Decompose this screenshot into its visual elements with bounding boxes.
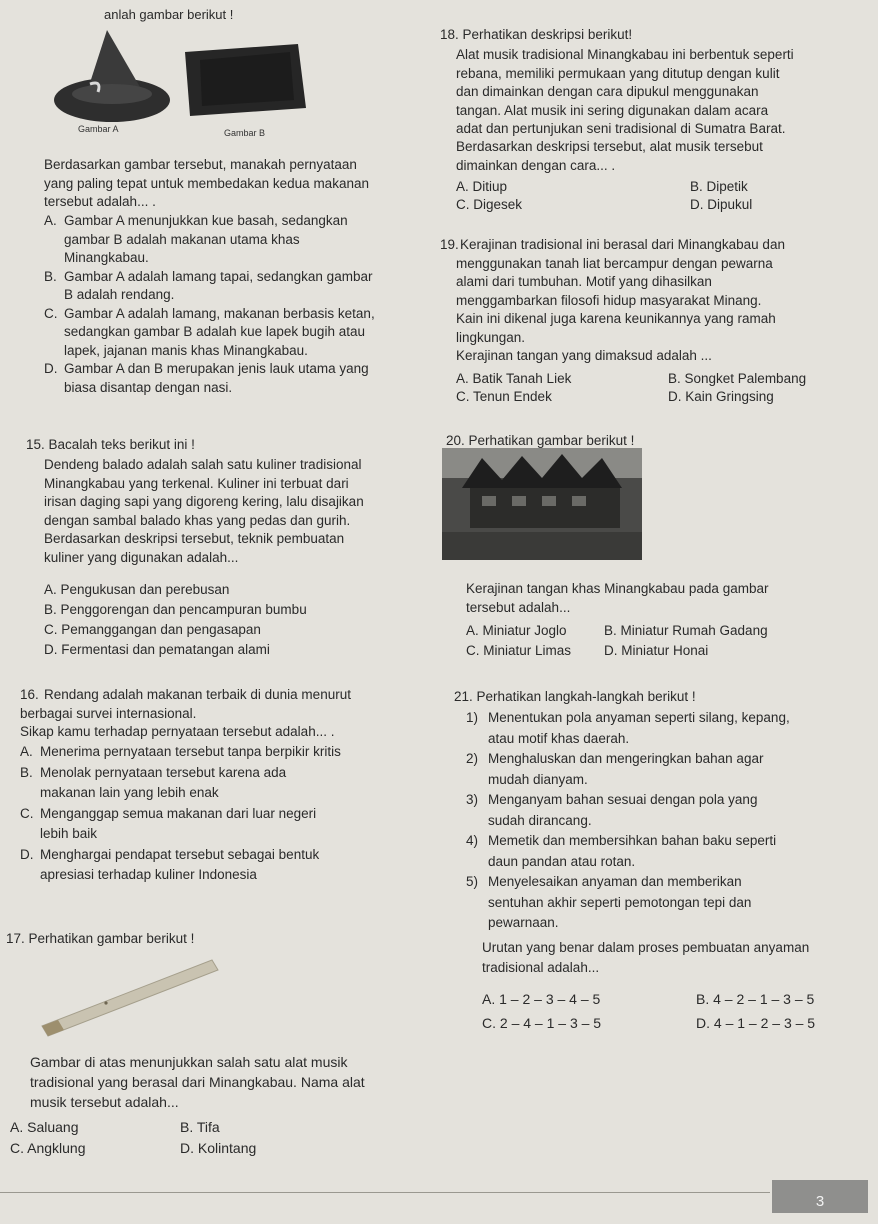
passage-line: Berdasarkan deskripsi tersebut, teknik pembuatan <box>44 531 345 546</box>
question-line: Berdasarkan deskripsi tersebut, alat musik tersebut <box>456 139 763 154</box>
step-line: atau motif khas daerah. <box>488 730 630 746</box>
option-line: gambar B adalah makanan utama khas <box>64 231 300 247</box>
option-letter: C. <box>20 805 34 821</box>
q16-option-a[interactable] <box>20 742 416 763</box>
q19-question <box>440 236 858 366</box>
question-line: tersebut adalah... <box>466 599 571 615</box>
q14-option-b[interactable] <box>44 268 406 305</box>
option-line: Menghargai pendapat tersebut sebagai bentuk <box>40 846 320 862</box>
question-number: 17. <box>6 931 25 946</box>
question-line: lingkungan. <box>456 329 526 345</box>
step-line: Menghaluskan dan mengeringkan bahan agar <box>488 751 764 766</box>
option-line: Menerima pernyataan tersebut tanpa berpikir kritis <box>40 744 341 759</box>
question-line: dimainkan dengan cara... . <box>456 157 616 173</box>
q18-option-d[interactable]: D. Dipukul <box>690 197 753 212</box>
q21-step <box>466 831 856 872</box>
option-line: Menganggap semua makanan dari luar negeri <box>40 805 317 821</box>
option-line: Gambar A dan B merupakan jenis lauk utama yang <box>64 361 369 376</box>
option-line: apresiasi terhadap kuliner Indonesia <box>40 867 257 882</box>
question-number: 20. <box>446 433 465 448</box>
q17-option-b[interactable]: B. Tifa <box>180 1119 220 1135</box>
q17-option-d[interactable]: D. Kolintang <box>180 1140 257 1156</box>
option-line: Gambar A menunjukkan kue basah, sedangkan <box>64 213 348 228</box>
step-line: Menyelesaikan anyaman dan memberikan <box>488 874 742 889</box>
q14-stem <box>44 156 406 212</box>
question-number: 15. <box>26 437 45 452</box>
q21-heading <box>454 688 696 707</box>
q14-image-b <box>180 40 310 120</box>
option-letter: D. <box>20 846 34 862</box>
question-line: Kerajinan tangan khas Minangkabau pada gambar <box>466 581 769 596</box>
question-stem: Perhatikan deskripsi berikut! <box>462 27 633 42</box>
q16-option-c[interactable] <box>20 804 416 845</box>
question-line: tradisional adalah... <box>482 960 600 975</box>
question-stem: Bacalah teks berikut ini ! <box>48 437 195 452</box>
step-number: 5) <box>466 874 479 889</box>
question-line: menggunakan tanah liat bercampur dengan pewarna <box>456 255 773 271</box>
option-line: Minangkabau. <box>64 250 149 265</box>
question-stem-line: berbagai survei internasional. <box>20 705 197 721</box>
question-number: 21. <box>454 689 473 704</box>
option-line: sedangkan gambar B adalah kue lapek bugih atau <box>64 324 365 339</box>
option-line: makanan lain yang lebih enak <box>40 785 219 800</box>
passage-line: rebana, memiliki permukaan yang ditutup dengan kulit <box>456 65 780 81</box>
step-number: 4) <box>466 833 479 848</box>
passage-line: irisan daging sapi yang digoreng kering, lalu disajikan <box>44 494 364 509</box>
question-line: alami dari tumbuhan. Motif yang dihasilkan <box>456 274 712 289</box>
q14-option-a[interactable] <box>44 212 406 268</box>
q17-option-a[interactable]: A. Saluang <box>10 1119 79 1135</box>
q17-heading <box>6 930 194 949</box>
q16-stem <box>20 686 416 742</box>
q20-question <box>466 580 856 617</box>
option-line: biasa disantap dengan nasi. <box>64 379 233 395</box>
q15-options <box>44 580 424 660</box>
step-line: Menentukan pola anyaman seperti silang, kepang, <box>488 710 790 725</box>
q18-option-a[interactable]: A. Ditiup <box>456 179 508 194</box>
option-letter: B. <box>44 268 57 284</box>
question-stem: Perhatikan gambar berikut ! <box>468 433 635 448</box>
option-line: lapek, jajanan manis khas Minangkabau. <box>64 342 308 358</box>
step-number: 3) <box>466 792 479 807</box>
q20-option-c[interactable]: C. Miniatur Limas <box>466 643 572 658</box>
step-number: 2) <box>466 751 479 766</box>
question-line: menggambarkan filosofi hidup masyarakat Minang. <box>456 292 762 308</box>
question-line: Urutan yang benar dalam proses pembuatan anyaman <box>482 940 810 955</box>
q15-option-a[interactable]: A. Pengukusan dan perebusan <box>44 582 230 597</box>
step-line: pewarnaan. <box>488 915 559 930</box>
q21-step <box>466 708 856 749</box>
option-line: Gambar A adalah lamang tapai, sedangkan gambar <box>64 268 373 284</box>
step-line: Memetik dan membersihkan bahan baku seperti <box>488 833 777 848</box>
q19-option-b[interactable]: B. Songket Palembang <box>668 371 807 386</box>
passage-line: Alat musik tradisional Minangkabau ini berbentuk seperti <box>456 47 794 62</box>
passage-line: dan dimainkan dengan cara dipukul menggunakan <box>456 84 759 99</box>
option-line: Menolak pernyataan tersebut karena ada <box>40 764 287 780</box>
option-letter: D. <box>44 361 58 376</box>
q20-option-a[interactable]: A. Miniatur Joglo <box>466 623 567 638</box>
passage-line: Dendeng balado adalah salah satu kuliner tradisional <box>44 457 362 472</box>
question-number: 19. <box>440 237 459 252</box>
page-number: 3 <box>772 1180 868 1213</box>
q14-options <box>44 212 406 397</box>
q14-stem-line: tersebut adalah... . <box>44 194 156 209</box>
question-line: Kerajinan tradisional ini berasal dari Minangkabau dan <box>460 237 785 252</box>
q17-option-c[interactable]: C. Angklung <box>10 1140 86 1156</box>
step-line: mudah dianyam. <box>488 771 588 787</box>
q17-image-saluang <box>30 950 230 1040</box>
q19-option-a[interactable]: A. Batik Tanah Liek <box>456 371 572 386</box>
q15-heading <box>26 436 195 455</box>
q14-option-c[interactable] <box>44 305 406 361</box>
q21-step <box>466 749 856 790</box>
option-letter: C. <box>44 305 58 321</box>
q21-step <box>466 790 856 831</box>
step-line: Menganyam bahan sesuai dengan pola yang <box>488 792 758 807</box>
footer-divider <box>0 1192 770 1193</box>
option-line: lebih baik <box>40 826 98 841</box>
option-letter: B. <box>20 764 33 780</box>
q14-option-d[interactable] <box>44 360 406 397</box>
question-line: musik tersebut adalah... <box>30 1094 179 1110</box>
question-number: 16. <box>20 687 39 702</box>
q18-option-c[interactable]: C. Digesek <box>456 197 523 212</box>
q21-question <box>482 938 858 978</box>
q20-image-rumah-gadang <box>442 448 642 560</box>
q21-option-c[interactable]: C. 2 – 4 – 1 – 3 – 5 <box>482 1015 602 1031</box>
q21-option-b[interactable]: B. 4 – 2 – 1 – 3 – 5 <box>696 991 815 1007</box>
q19-option-d[interactable]: D. Kain Gringsing <box>668 389 774 404</box>
q14-stem-line: Berdasarkan gambar tersebut, manakah pernyataan <box>44 157 357 172</box>
q15-option-c[interactable]: C. Pemanggangan dan pengasapan <box>44 622 261 637</box>
q18-question <box>456 138 856 175</box>
q21-option-d[interactable]: D. 4 – 1 – 2 – 3 – 5 <box>696 1015 816 1031</box>
q18-passage <box>456 46 856 139</box>
passage-line: Minangkabau yang terkenal. Kuliner ini terbuat dari <box>44 475 349 491</box>
q15-passage <box>44 456 430 567</box>
question-line: Kain ini dikenal juga karena keunikannya yang ramah <box>456 311 776 326</box>
q21-steps <box>466 708 856 934</box>
q18-heading <box>440 26 632 45</box>
q14-stem-line: yang paling tepat untuk membedakan kedua makanan <box>44 175 369 191</box>
question-line: Kerajinan tangan yang dimaksud adalah ... <box>456 348 712 363</box>
step-line: daun pandan atau rotan. <box>488 853 636 869</box>
q14-image-a <box>52 22 172 124</box>
question-line: tradisional yang berasal dari Minangkabau. Nama alat <box>30 1074 365 1090</box>
passage-line: kuliner yang digunakan adalah... <box>44 549 239 565</box>
q15-option-b[interactable]: B. Penggorengan dan pencampuran bumbu <box>44 602 307 617</box>
q15-option-d[interactable]: D. Fermentasi dan pematangan alami <box>44 642 270 657</box>
option-letter: A. <box>44 213 57 228</box>
question-stem: Perhatikan gambar berikut ! <box>28 931 195 946</box>
q16-option-b[interactable] <box>20 763 416 804</box>
q19-option-c[interactable]: C. Tenun Endek <box>456 389 552 404</box>
q14-caption-a: Gambar A <box>78 124 119 134</box>
q20-option-b[interactable]: B. Miniatur Rumah Gadang <box>604 623 768 638</box>
option-letter: A. <box>20 744 33 759</box>
q18-option-b[interactable]: B. Dipetik <box>690 179 748 194</box>
q16-options <box>20 742 416 886</box>
step-line: sudah dirancang. <box>488 812 592 828</box>
step-number: 1) <box>466 710 479 725</box>
passage-line: adat dan pertunjukan seni tradisional di Sumatra Barat. <box>456 121 786 136</box>
question-stem-line: Rendang adalah makanan terbaik di dunia menurut <box>44 687 351 702</box>
q21-step <box>466 872 856 934</box>
q21-option-a[interactable]: A. 1 – 2 – 3 – 4 – 5 <box>482 991 601 1007</box>
q17-question <box>30 1052 418 1112</box>
option-line: Gambar A adalah lamang, makanan berbasis ketan, <box>64 305 375 321</box>
q14-intro-fragment: anlah gambar berikut ! <box>104 7 234 22</box>
q20-option-d[interactable]: D. Miniatur Honai <box>604 643 709 658</box>
passage-line: tangan. Alat musik ini sering digunakan dalam acara <box>456 102 769 118</box>
q14-caption-b: Gambar B <box>224 128 266 138</box>
question-stem-line: Sikap kamu terhadap pernyataan tersebut adalah... . <box>20 724 335 739</box>
passage-line: dengan sambal balado khas yang pedas dan gurih. <box>44 512 351 528</box>
question-number: 18. <box>440 27 459 42</box>
q16-option-d[interactable] <box>20 845 416 886</box>
question-line: Gambar di atas menunjukkan salah satu alat musik <box>30 1054 348 1070</box>
question-stem: Perhatikan langkah-langkah berikut ! <box>476 689 696 704</box>
option-line: B adalah rendang. <box>64 287 175 302</box>
step-line: sentuhan akhir seperti pemotongan tepi dan <box>488 894 752 910</box>
